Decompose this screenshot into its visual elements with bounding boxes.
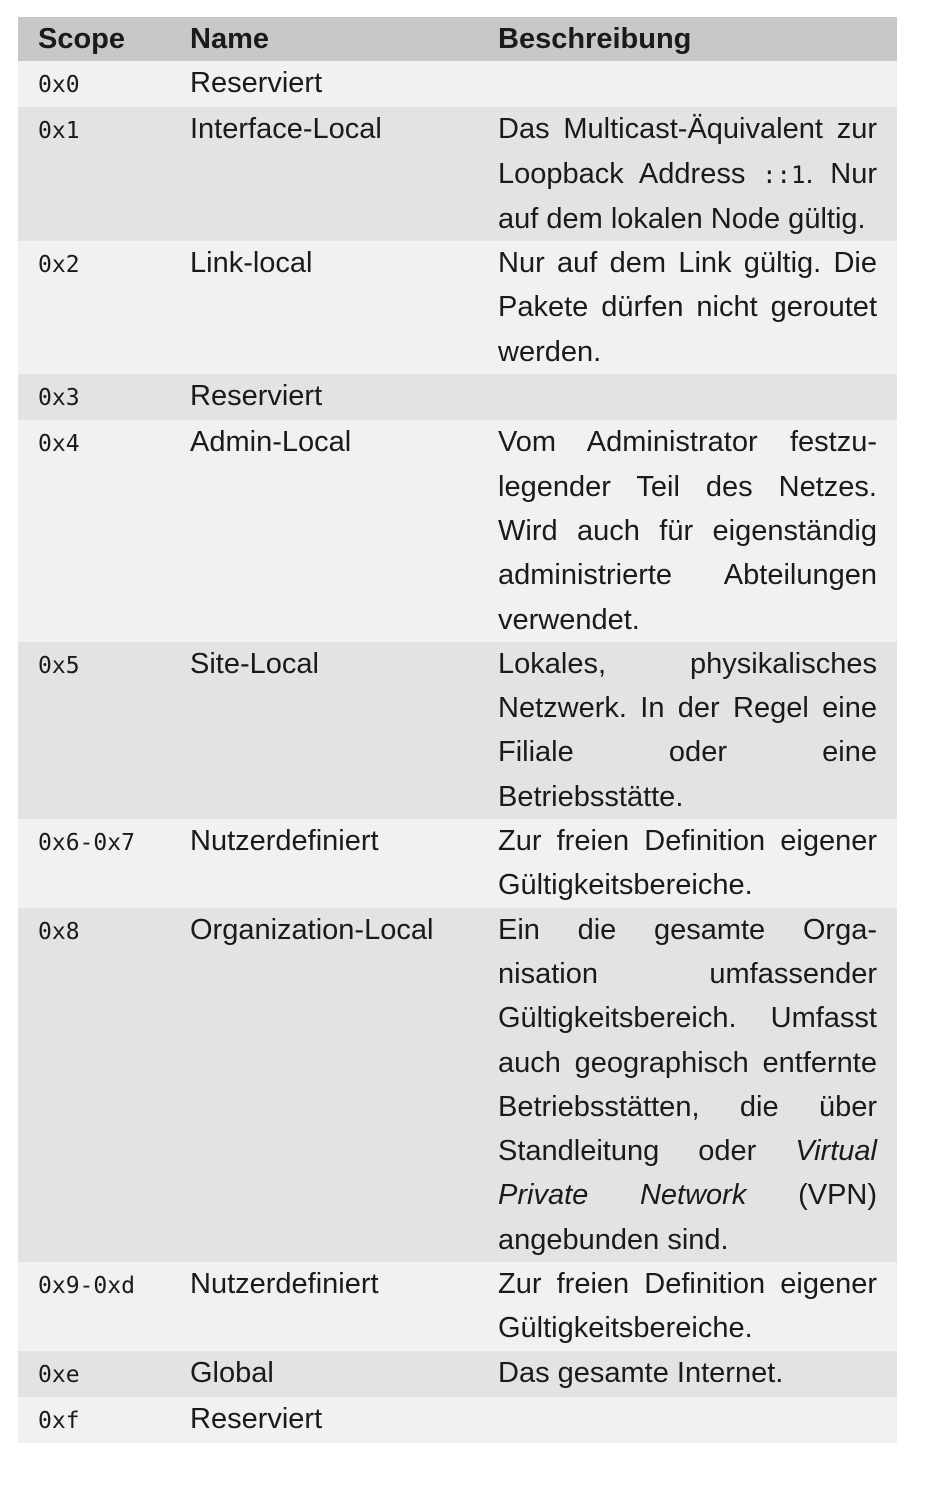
table-row [18,1351,897,1397]
name-cell: Admin-Local [170,420,478,641]
scope-cell: 0xf [18,1397,170,1443]
table-row [18,420,897,641]
description-cell: Lokales, physikalisches Netzwerk. In der Regel eine Filiale oder eine Betriebsstätte. [478,642,897,819]
scope-cell: 0x5 [18,642,170,819]
table-row [18,908,897,1262]
header-row [18,17,897,61]
table-row [18,642,897,819]
description-text: Ein die gesamte Organisation umfassender Gültigkeitsbereich. Umfasst auch geographisch entfernte Betriebsstätten, die über Standleitung oder [498,913,877,1168]
description-cell [478,908,897,1262]
description-cell [478,61,897,107]
description-cell: Das gesamte Internet. [478,1351,897,1397]
description-cell: Nur auf dem Link gültig. Die Pakete dürfen nicht geroutet werden. [478,241,897,374]
table-row [18,107,897,241]
description-text: (VPN) angebunden sind. [498,1179,878,1256]
table-row [18,374,897,420]
scope-cell: 0xe [18,1351,170,1397]
name-cell: Interface-Local [170,107,478,241]
name-cell: Reserviert [170,1397,478,1443]
description-cell [478,374,897,420]
table-row [18,241,897,374]
header-scope: Scope [18,17,170,61]
description-cell: Zur freien Definition eigener Gültigkeitsbereiche. [478,819,897,908]
loopback-address-code: ::1 [762,160,806,189]
header-name: Name [170,17,478,61]
description-cell [478,107,897,241]
description-cell: Zur freien Definition eigener Gültigkeitsbereiche. [478,1262,897,1351]
vpn-term: Virtual Private Network [498,1135,877,1212]
scope-cell: 0x8 [18,908,170,1262]
name-cell: Global [170,1351,478,1397]
name-cell: Nutzerdefiniert [170,1262,478,1351]
name-cell: Link-local [170,241,478,374]
name-cell: Reserviert [170,374,478,420]
table-row [18,819,897,908]
table-row [18,1397,897,1443]
scope-cell: 0x3 [18,374,170,420]
description-cell: Vom Administrator festzulegender Teil des Netzes. Wird auch für eigenständig administrierte Abteilungen verwendet. [478,420,897,641]
scope-table [18,17,897,1443]
name-cell: Nutzerdefiniert [170,819,478,908]
scope-cell: 0x0 [18,61,170,107]
scope-cell: 0x6-0x7 [18,819,170,908]
scope-cell: 0x1 [18,107,170,241]
name-cell: Organization-Local [170,908,478,1262]
description-text: . Nur auf dem lokalen Node gültig. [498,157,878,235]
header-description: Beschreibung [478,17,897,61]
scope-cell: 0x2 [18,241,170,374]
scope-cell: 0x4 [18,420,170,641]
table-row [18,1262,897,1351]
scope-cell: 0x9-0xd [18,1262,170,1351]
name-cell: Site-Local [170,642,478,819]
table-row [18,61,897,107]
name-cell: Reserviert [170,61,478,107]
description-text: Das Multicast-Äquivalent zur Loopback Address [498,113,877,190]
description-cell [478,1397,897,1443]
